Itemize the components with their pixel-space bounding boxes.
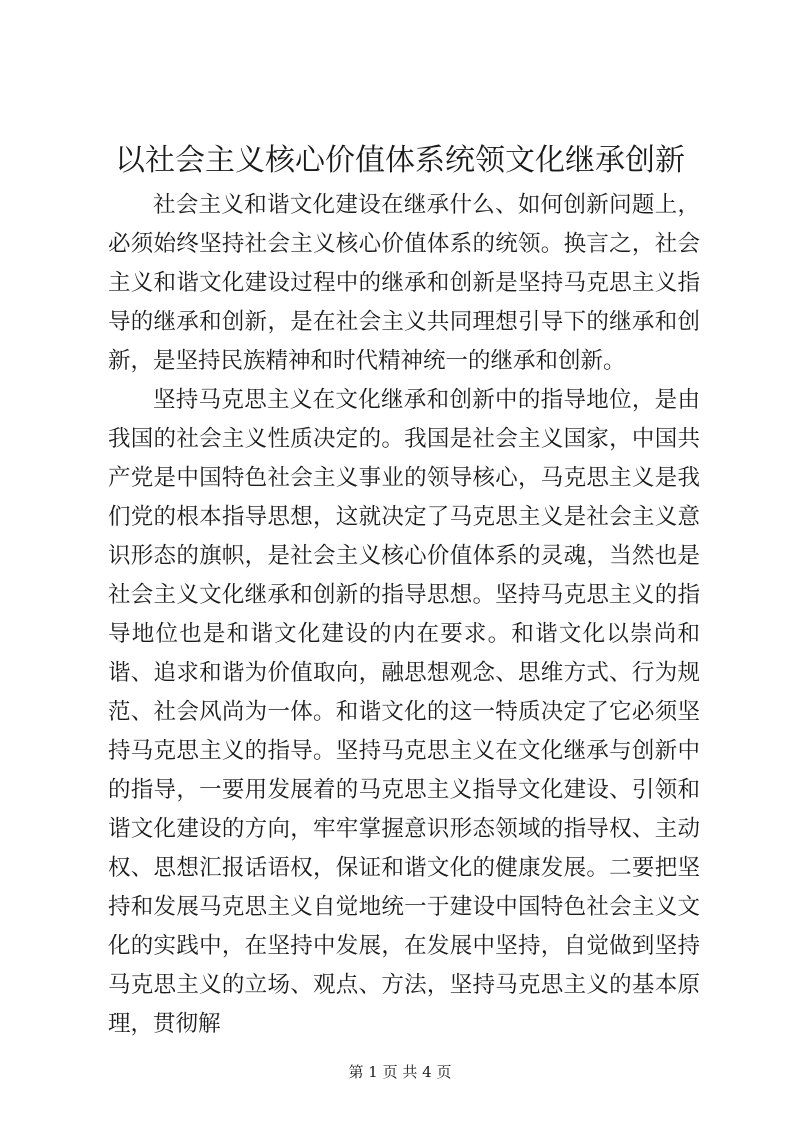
- paragraph-2: 坚持马克思主义在文化继承和创新中的指导地位，是由我国的社会主义性质决定的。我国是社会主义国家，中国共产党是中国特色社会主义事业的领导核心，马克思主义是我们党的根本指导思想，这就决定了马克思主义是社会主义意识形态的旗帜，是社会主义核心价值体系的灵魂，当然也是社会主义文化继承和创新的指导思想。坚持马克思主义的指导地位也是和谐文化建设的内在要求。和谐文化以崇尚和谐、追求和谐为价值取向，融思想观念、思维方式、行为规范、社会风尚为一体。和谐文化的这一特质决定了它必须坚持马克思主义的指导。坚持马克思主义在文化继承与创新中的指导，一要用发展着的马克思主义指导文化建设、引领和谐文化建设的方向，牢牢掌握意识形态领域的指导权、主动权、思想汇报话语权，保证和谐文化的健康发展。二要把坚持和发展马克思主义自觉地统一于建设中国特色社会主义文化的实践中，在坚持中发展，在发展中坚持，自觉做到坚持马克思主义的立场、观点、方法，坚持马克思主义的基本原理，贯彻解: [108, 387, 700, 1037]
- document-title: 以社会主义核心价值体系统领文化继承创新: [115, 143, 685, 178]
- paragraph-1: 社会主义和谐文化建设在继承什么、如何创新问题上，必须始终坚持社会主义核心价值体系的统领。换言之，社会主义和谐文化建设过程中的继承和创新是坚持马克思主义指导的继承和创新，是在社会主义共同理想引导下的继承和创新，是坚持民族精神和时代精神统一的继承和创新。: [108, 192, 700, 374]
- page-number-footer: 第 1 页 共 4 页: [348, 1063, 452, 1081]
- document-body: [108, 186, 700, 1044]
